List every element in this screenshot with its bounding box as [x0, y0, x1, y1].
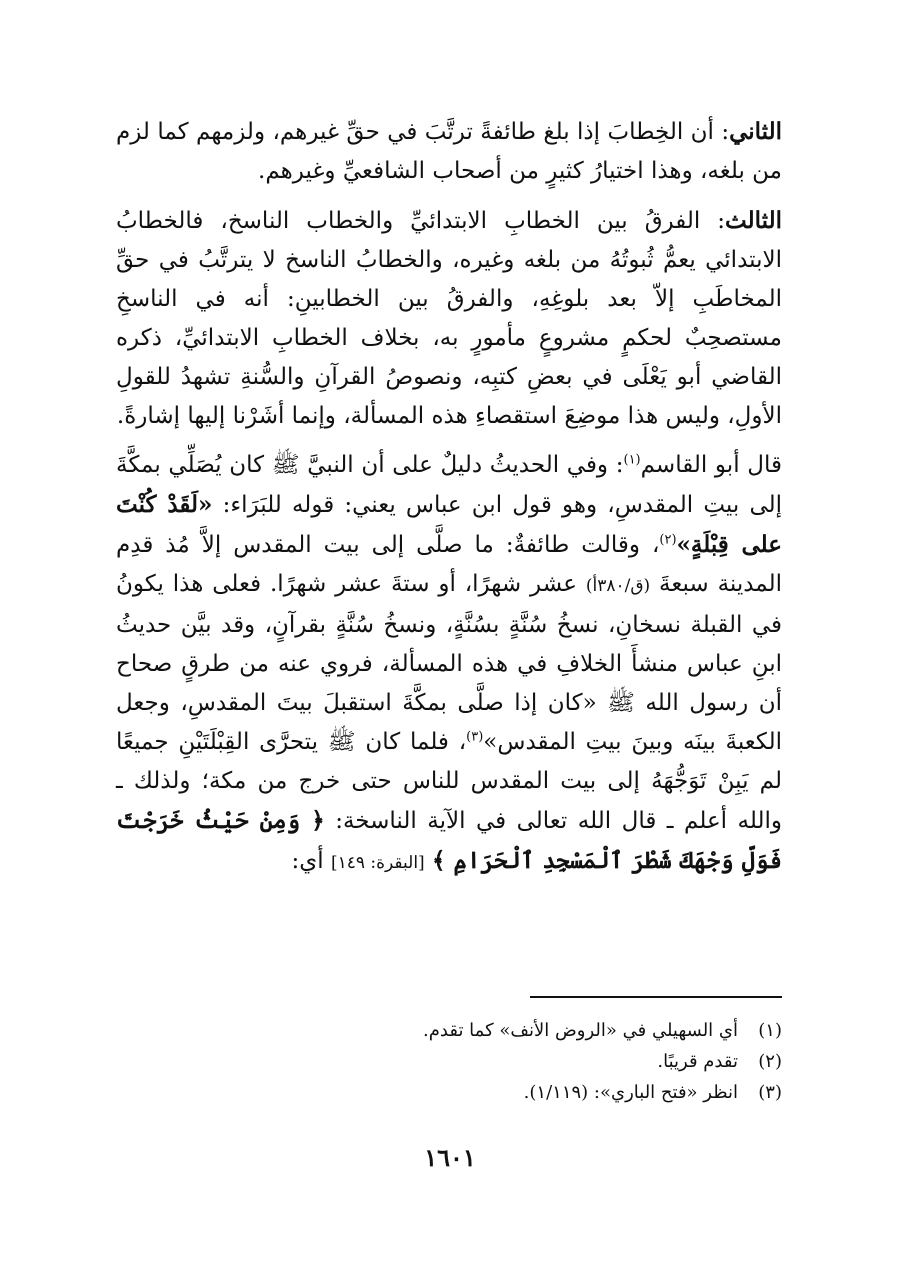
text-segment: ، وقالت طائفةٌ: ما صلَّى إلى بيت المقدس إلاَّ مُذ قدِم المدينة سبعةَ	[116, 532, 783, 597]
footnote-item	[116, 1046, 782, 1077]
manuscript-reference: (ق/٣٨٠أ)	[585, 576, 651, 596]
footnote-marker: (٣)	[466, 729, 484, 745]
paragraph-second-opinion	[116, 112, 782, 191]
footnote-divider	[530, 996, 782, 998]
footnotes	[116, 1015, 782, 1108]
footnote-text: انظر «فتح الباري»: (١/١١٩).	[523, 1082, 738, 1103]
footnote-number: (٣)	[758, 1082, 782, 1103]
paragraph-lead: الثاني	[729, 118, 782, 145]
paragraph-abu-al-qasim	[116, 446, 782, 883]
text-segment: أي:	[291, 848, 324, 874]
main-text	[116, 112, 782, 883]
text-segment: : وفي الحديثُ دليلٌ على أن النبيَّ ﷺ كان يُصَلِّي بمكَّةَ إلى بيتِ المقدسِ، وهو قول ابن عباس يعني: قوله للبَرَاء:	[116, 452, 783, 518]
paragraph-text: : أن الخِطابَ إذا بلغ طائفةً ترتَّبَ في حقِّ غيرهم، ولزمهم كما لزم من بلغه، وهذا اختيارُ كثيرٍ من أصحاب الشافعيِّ وغيرهم.	[116, 119, 782, 184]
footnote-text: أي السهيلي في «الروض الأنف» كما تقدم.	[423, 1020, 738, 1041]
footnote-number: (٢)	[758, 1051, 782, 1072]
verse-reference: [البقرة: ١٤٩]	[330, 853, 425, 873]
footnote-item	[116, 1015, 782, 1046]
paragraph-text: : الفرقُ بين الخطابِ الابتدائيِّ والخطاب الناسخ، فالخطابُ الابتدائي يعمُّ ثُبوتُهُ من بلغه وغيره، والخطابُ الناسخ لا يترتَّبُ في حقِّ المخاطَبِ إلاّ بعد بلوغِهِ، والفرقُ بين الخطابينِ: أنه في الناسخِ مستصحِبٌ لحكمٍ مشروعٍ مأمورٍ به، بخلاف الخطابِ الابتدائيِّ، ذكره القاضي أبو يَعْلَى في بعضِ كتبِه، ونصوصُ القرآنِ والسُّنةِ تشهدُ للقولِ الأولِ، وليس هذا موضِعَ استقصاءِ هذه المسألة، وإنما أشَرْنا إليها إشارةً.	[116, 208, 782, 429]
quran-verse: ﴿ وَمِنْ حَيْثُ خَرَجْتَ فَوَلِّ وَجْهَكَ شَطْرَ ٱلْمَسْجِدِ ٱلْحَرَامِ ﴾	[116, 807, 782, 874]
paragraph-third-opinion	[116, 201, 782, 436]
text-segment: ، فلما كان ﷺ يتحرَّى القِبْلَتَيْنِ جميعًا لم يَبِنْ تَوَجُّهَهُ إلى بيت المقدس للناس حتى خرج من مكة؛ ولذلك ـ والله أعلم ـ قال الله تعالى في الآية الناسخة:	[116, 729, 782, 834]
footnote-marker: (١)	[623, 452, 641, 468]
text-segment: قال أبو القاسم	[640, 452, 782, 478]
hadith-quote: «لَقَدْ كُنْتَ على قِبْلَةٍ»	[116, 491, 782, 558]
footnote-number: (١)	[758, 1020, 782, 1041]
paragraph-lead: الثالث	[725, 207, 782, 234]
footnote-item	[116, 1077, 782, 1108]
footnote-marker: (٢)	[659, 532, 677, 548]
text-segment: عشر شهرًا، أو ستةَ عشر شهرًا. فعلى هذا يكونُ في القبلة نسخانِ، نسخُ سُنَّةٍ بسُنَّةٍ، ونسخُ سُنَّةٍ بقرآنٍ، وقد بيَّن حديثُ ابنِ عباس منشأَ الخلافِ في هذه المسألة، فروي عنه من طرقٍ صحاح أن رسول الله ﷺ «كان إذا صلَّى بمكَّةَ استقبلَ بيتَ المقدسِ، وجعل الكعبةَ بينَه وبينَ بيتِ المقدس»	[116, 571, 782, 755]
page-number: ١٦٠١	[424, 1143, 476, 1172]
footnote-text: تقدم قريبًا.	[657, 1051, 738, 1072]
